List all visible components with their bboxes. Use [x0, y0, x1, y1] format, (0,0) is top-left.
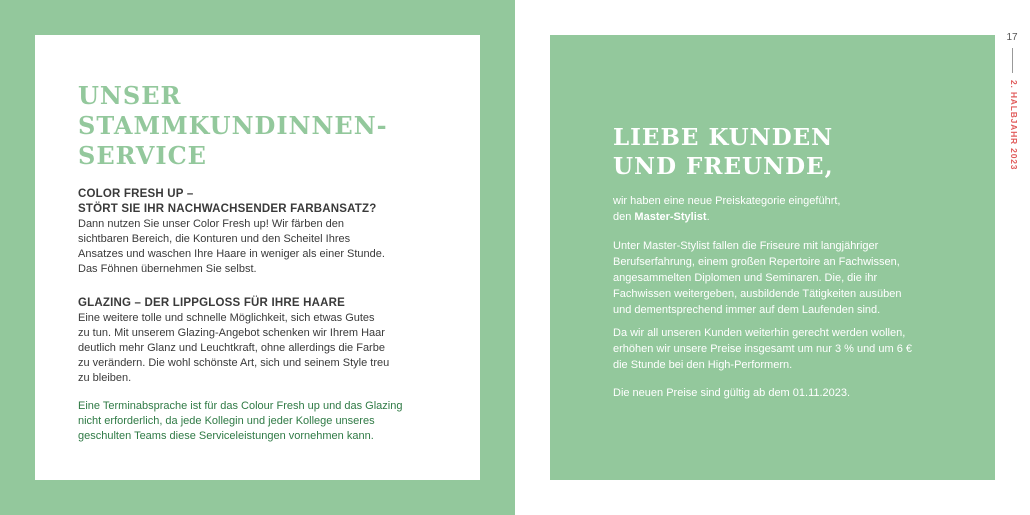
master-stylist-label: Master-Stylist — [634, 211, 707, 223]
p1-text: wir haben eine neue Preiskategorie eingeführt, den — [613, 195, 841, 223]
color-fresh-up-section — [78, 187, 428, 277]
section-heading: GLAZING – DER LIPPGLOSS FÜR IHRE HAARE — [78, 297, 346, 309]
announcement-paragraph-1 — [613, 193, 963, 225]
page-number: 17 — [1006, 32, 1018, 43]
stammkunden-service-card — [35, 35, 480, 480]
appointment-note-section — [78, 399, 428, 444]
glazing-section — [78, 296, 428, 386]
period-side-label: 2. HALBJAHR 2023 — [1009, 80, 1019, 171]
section-body: Dann nutzen Sie unser Color Fresh up! Wir färben den sichtbaren Bereich, die Konturen und den Scheitel Ihres Ansatzes und waschen Ihre Haare in weniger als einer Stunde. Das Föhnen übernehmen Sie selbst. — [78, 218, 385, 275]
right-page — [515, 0, 1030, 515]
section-body: Eine weitere tolle und schnelle Möglichkeit, sich etwas Gutes zu tun. Mit unserem Glazing-Angebot schenken wir Ihrem Haar deutlich mehr Glanz und Leuchtkraft, ohne allerdings die Farbe zu verändern. Die wohl schönste Art, sich und seinem Style treu zu bleiben. — [78, 312, 390, 384]
announcement-title: LIEBE KUNDEN UND FREUNDE, — [613, 124, 834, 180]
card-title: UNSER STAMMKUNDINNEN- SERVICE — [78, 81, 388, 170]
appointment-note: Eine Terminabsprache ist für das Colour Fresh up und das Glazing nicht erforderlich, da jede Kollegin und jeder Kollege unseres geschulten Teams diese Serviceleistungen vornehmen kann. — [78, 400, 403, 442]
announcement-paragraph-4: Die neuen Preise sind gültig ab dem 01.11.2023. — [613, 387, 851, 399]
side-divider — [1012, 48, 1013, 73]
announcement-paragraph-2: Unter Master-Stylist fallen die Friseure mit langjähriger Berufserfahrung, einem großen Repertoire an Fachwissen, angesammelten Diplomen und Seminaren. Die, die ihr Fachwissen weitergeben, ausbildende Tätigkeiten ausüben und dementsprechend immer auf dem Laufenden sind. — [613, 240, 902, 316]
section-heading: COLOR FRESH UP – STÖRT SIE IHR NACHWACHSENDER FARBANSATZ? — [78, 188, 377, 215]
price-announcement-card — [550, 35, 995, 480]
announcement-paragraph-3: Da wir all unseren Kunden weiterhin gerecht werden wollen, erhöhen wir unsere Preise insgesamt um nur 3 % und um 6 € die Stunde bei den High-Performern. — [613, 327, 912, 371]
p1-end: . — [706, 211, 710, 223]
